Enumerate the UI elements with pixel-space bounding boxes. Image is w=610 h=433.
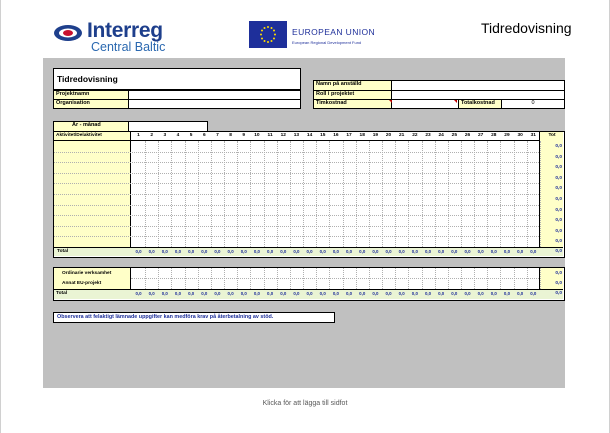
row-total: 0,0	[555, 228, 562, 234]
summary-day-total: 0,0	[424, 291, 432, 296]
row-total: 0,0	[555, 218, 562, 224]
summary-grid	[53, 267, 565, 301]
day-total: 0,0	[424, 249, 432, 254]
day-total: 0,0	[359, 249, 366, 254]
day-header: 14	[306, 133, 313, 138]
activity-row[interactable]	[132, 194, 539, 205]
project-role-label: Roll i projektet	[313, 90, 392, 100]
interreg-logo	[53, 20, 173, 54]
ordinary-activity-label: Ordinarie verksamhet	[62, 271, 112, 276]
comment-marker	[454, 100, 457, 103]
tot-header: Tot	[548, 133, 556, 138]
day-header: 29	[504, 133, 510, 138]
summary-total-label: Total	[56, 291, 68, 296]
summary-day-total: 0,0	[438, 291, 445, 296]
day-total: 0,0	[240, 249, 247, 254]
day-total: 0,0	[174, 249, 182, 254]
summary-day-total: 0,0	[267, 291, 274, 296]
row-total: 0,0	[555, 186, 562, 192]
time-grid	[53, 131, 565, 258]
year-month-label: År - månad	[53, 121, 129, 132]
summary-day-total: 0,0	[477, 291, 484, 296]
day-header: 3	[163, 133, 167, 138]
day-header: 20	[385, 133, 392, 138]
row-total: 0,0	[555, 175, 562, 181]
summary-day-total: 0,0	[135, 291, 142, 296]
day-header: 19	[372, 133, 379, 138]
row-total: 0,0	[555, 239, 562, 245]
project-name-label: Projektnamn	[53, 90, 129, 100]
summary-day-total: 0,0	[201, 291, 208, 296]
row-total: 0,0	[555, 144, 562, 149]
day-total: 0,0	[517, 249, 524, 254]
summary-day-total: 0,0	[188, 291, 195, 296]
summary-row-total: 0,0	[555, 281, 562, 286]
employee-name-label: Namn på anställd	[313, 80, 392, 91]
summary-day-total: 0,0	[306, 291, 313, 296]
activity-row[interactable]	[132, 152, 539, 163]
timesheet-form	[43, 58, 565, 388]
summary-day-total: 0,0	[174, 291, 182, 296]
day-total: 0,0	[385, 249, 392, 254]
summary-day-total: 0,0	[464, 291, 471, 296]
summary-day-total: 0,0	[240, 291, 247, 296]
day-total: 0,0	[398, 249, 405, 254]
activity-row[interactable]	[132, 226, 539, 237]
day-header: 26	[464, 133, 471, 138]
summary-day-total: 0,0	[411, 291, 418, 296]
activity-row[interactable]	[132, 183, 539, 194]
logo-word: Interreg	[87, 19, 163, 42]
summary-day-total: 0,0	[517, 291, 524, 296]
organisation-label: Organisation	[53, 99, 129, 109]
row-total: 0,0	[555, 207, 562, 213]
row-total: 0,0	[555, 197, 562, 202]
form-title-box	[53, 68, 301, 90]
summary-day-total: 0,0	[319, 291, 326, 296]
summary-day-total: 0,0	[359, 291, 366, 296]
day-header: 4	[176, 133, 180, 138]
summary-day-total: 0,0	[332, 291, 339, 296]
summary-day-total: 0,0	[503, 291, 511, 296]
summary-day-total: 0,0	[490, 291, 497, 296]
day-header: 11	[267, 133, 273, 138]
summary-day-total: 0,0	[293, 291, 300, 296]
footer-placeholder[interactable]: Klicka för att lägga till sidfot	[262, 400, 348, 407]
summary-day-total: 0,0	[227, 291, 234, 296]
summary-day-total: 0,0	[253, 291, 260, 296]
day-total: 0,0	[503, 249, 511, 254]
day-total: 0,0	[201, 249, 208, 254]
organisation-field[interactable]	[128, 99, 301, 109]
day-header: 24	[438, 133, 444, 138]
row-total: 0,0	[555, 154, 562, 160]
day-total: 0,0	[372, 249, 379, 254]
activity-header: Aktivitet/Delaktivitet	[56, 133, 102, 138]
day-total: 0,0	[438, 249, 445, 254]
day-header: 8	[229, 133, 232, 138]
summary-day-total: 0,0	[161, 291, 168, 296]
day-total: 0,0	[280, 249, 287, 254]
logo-subtitle: Central Baltic	[91, 40, 166, 54]
summary-day-total: 0,0	[148, 291, 155, 296]
activity-row[interactable]	[132, 215, 539, 226]
day-header: 17	[346, 133, 352, 138]
day-total: 0,0	[345, 249, 353, 254]
day-total: 0,0	[451, 249, 458, 254]
total-cost-label: Totalkostnad	[458, 99, 502, 109]
summary-day-total: 0,0	[451, 291, 458, 296]
comment-marker	[389, 100, 392, 103]
day-header: 28	[491, 133, 497, 138]
day-total: 0,0	[411, 249, 418, 254]
day-total: 0,0	[477, 249, 484, 254]
day-header: 13	[293, 133, 300, 138]
summary-day-total: 0,0	[530, 291, 537, 296]
day-total: 0,0	[490, 249, 497, 254]
hourly-cost-field[interactable]	[391, 99, 459, 109]
day-header: 27	[477, 133, 484, 138]
interreg-mark-icon	[53, 24, 83, 42]
day-header: 9	[242, 133, 246, 138]
eu-flag-icon	[249, 21, 287, 48]
warning-note: Observera att felaktigt lämnade uppgifter kan medföra krav på återbetalning av stöd.	[53, 312, 335, 323]
other-eu-project-label: Annat EU-projekt	[62, 281, 102, 286]
day-total: 0,0	[332, 249, 339, 254]
day-total: 0,0	[161, 249, 168, 254]
day-header: 5	[189, 133, 193, 138]
eu-subtitle: European Regional Development Fund	[292, 40, 362, 45]
day-header: 10	[254, 133, 260, 138]
day-header: 18	[359, 133, 365, 138]
day-header: 16	[333, 133, 339, 138]
summary-day-total: 0,0	[280, 291, 287, 296]
day-total: 0,0	[214, 249, 221, 254]
eu-title: EUROPEAN UNION	[292, 27, 376, 37]
summary-day-total: 0,0	[398, 291, 405, 296]
day-total: 0,0	[188, 249, 195, 254]
day-header: 1	[137, 133, 140, 138]
day-total: 0,0	[306, 249, 313, 254]
day-header: 6	[202, 133, 206, 138]
activity-row[interactable]	[132, 162, 539, 173]
day-header: 30	[517, 133, 523, 138]
activity-row[interactable]	[132, 173, 539, 184]
day-total: 0,0	[148, 249, 155, 254]
summary-day-total: 0,0	[385, 291, 392, 296]
day-header: 31	[530, 133, 536, 138]
row-total-column	[539, 132, 563, 256]
day-header: 15	[320, 133, 326, 138]
day-total: 0,0	[293, 249, 300, 254]
day-header: 25	[451, 133, 457, 138]
total-cost-value: 0	[501, 99, 565, 109]
day-total: 0,0	[253, 249, 260, 254]
summary-row-total: 0,0	[555, 271, 562, 276]
grand-total: 0,0	[555, 249, 562, 254]
form-title: Tidredovisning	[57, 74, 118, 84]
day-header: 23	[425, 133, 431, 138]
document-title: Tidredovisning	[481, 20, 572, 36]
activity-row[interactable]	[132, 236, 539, 247]
row-total: 0,0	[555, 165, 562, 171]
day-total: 0,0	[464, 249, 471, 254]
day-total: 0,0	[267, 249, 274, 254]
day-total: 0,0	[227, 249, 234, 254]
day-header: 7	[216, 133, 219, 138]
activity-row[interactable]	[132, 141, 539, 152]
summary-day-total: 0,0	[214, 291, 221, 296]
day-header: 2	[150, 133, 153, 138]
day-header: 22	[412, 133, 418, 138]
summary-grand-total: 0,0	[555, 291, 562, 296]
day-header: 12	[280, 133, 286, 138]
total-label: Total	[57, 249, 69, 254]
day-total: 0,0	[530, 249, 537, 254]
day-total: 0,0	[319, 249, 326, 254]
day-header: 21	[399, 133, 405, 138]
activity-row[interactable]	[132, 205, 539, 216]
hourly-cost-label: Timkostnad	[313, 99, 392, 109]
day-total: 0,0	[135, 249, 142, 254]
summary-day-total: 0,0	[372, 291, 379, 296]
summary-day-total: 0,0	[345, 291, 353, 296]
